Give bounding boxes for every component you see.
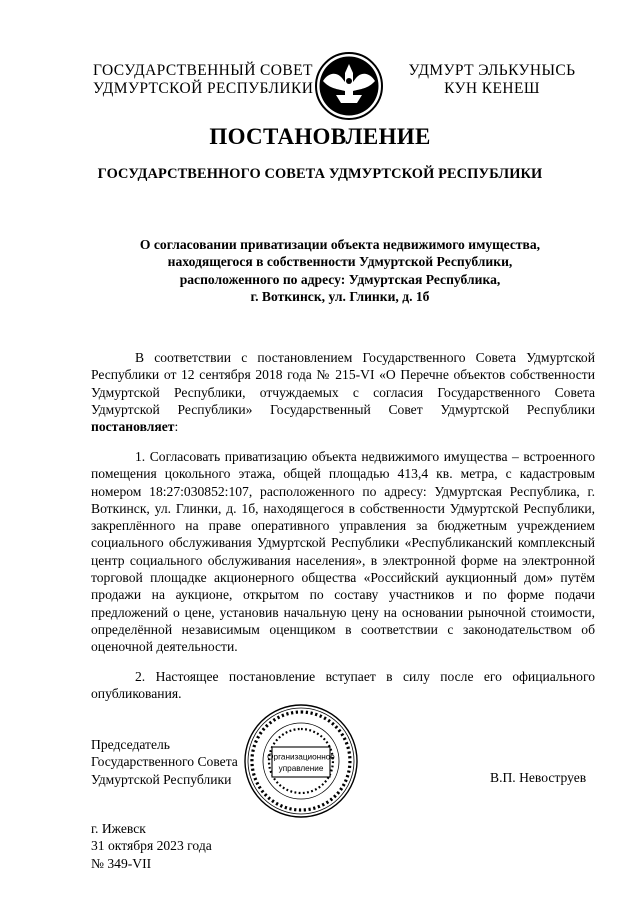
header-right-line1: УДМУРТ ЭЛЬКУНЫСЬ (408, 62, 576, 79)
preamble-paragraph (91, 349, 595, 435)
footer-city: г. Ижевск (91, 821, 146, 836)
document-title: ПОСТАНОВЛЕНИЕ (209, 124, 431, 149)
footer-date: 31 октября 2023 года (91, 838, 212, 854)
header-left (93, 62, 313, 98)
preamble-tail: : (174, 419, 179, 435)
signature-title-line3: Удмуртской Республики (91, 771, 232, 787)
preamble-bold-verb: постановляет (91, 419, 175, 435)
header-right (407, 62, 577, 98)
stamp-center-line1: Организационное (267, 752, 335, 762)
stamp-center-line2: управление (278, 764, 324, 773)
subject-line: О согласовании приватизации объекта недвижимого имущества, (139, 237, 541, 252)
item-1-paragraph: 1. Согласовать приватизацию объекта недвижимого имущества – встроенного помещения цокольного этажа, общей площадью 413,4 кв. метра, с кадастровым номером 18:27:030852:107, расположенного по адресу: Удмуртская Республика, г. Воткинск, ул. Глинки, д. 1б, находящегося в собственности Удмуртской Республики, закреплённого на праве оперативного управления за бюджетным учреждением социального обслуживания Удмуртской Республики «Республиканский комплексный центр социального обслуживания населения», в электронной форме на электронной торговой площадке акционерного общества «Российский аукционный дом» путём продажи на аукционе, открытом по составу участников и по форме подачи предложений о цене, установив начальную цену на основании рыночной стоимости, определённой независимым оценщиком в соответствии с законодательством об оценочной деятельности. (91, 449, 595, 655)
document-footer (91, 820, 212, 872)
header-right-line2: КУН КЕНЕШ (444, 80, 540, 97)
subject-line: г. Воткинск, ул. Глинки, д. 1б (250, 288, 430, 304)
header-left-line1: ГОСУДАРСТВЕННЫЙ СОВЕТ (93, 62, 313, 79)
header-left-line2: УДМУРТСКОЙ РЕСПУБЛИКИ (93, 80, 314, 97)
document-subject (100, 236, 580, 305)
footer-number: № 349-VII (91, 855, 152, 871)
subject-line: находящегося в собственности Удмуртской Республики, (167, 254, 513, 270)
signer-name: В.П. Невоструев (490, 770, 587, 785)
document-subtitle: ГОСУДАРСТВЕННОГО СОВЕТА УДМУРТСКОЙ РЕСПУБЛИКИ (97, 166, 543, 182)
preamble-text: В соответствии с постановлением Государственного Совета Удмуртской Республики от 12 сентября 2018 года № 215-VI «О Перечне объектов собственности Удмуртской Республики, отчуждаемых с согласия Государственного Совета Удмуртской Республики» Государственный Совет Удмуртской Республики (91, 350, 595, 417)
udmurt-emblem-icon (314, 51, 384, 121)
signature-title-line2: Государственного Совета (91, 754, 238, 770)
item-2-paragraph: 2. Настоящее постановление вступает в силу после его официального опубликования. (91, 669, 595, 702)
signature-title-line1: Председатель (91, 737, 170, 752)
official-seal-stamp (242, 702, 360, 820)
subject-line: расположенного по адресу: Удмуртская Республика, (179, 271, 501, 287)
signature-block (91, 736, 238, 788)
